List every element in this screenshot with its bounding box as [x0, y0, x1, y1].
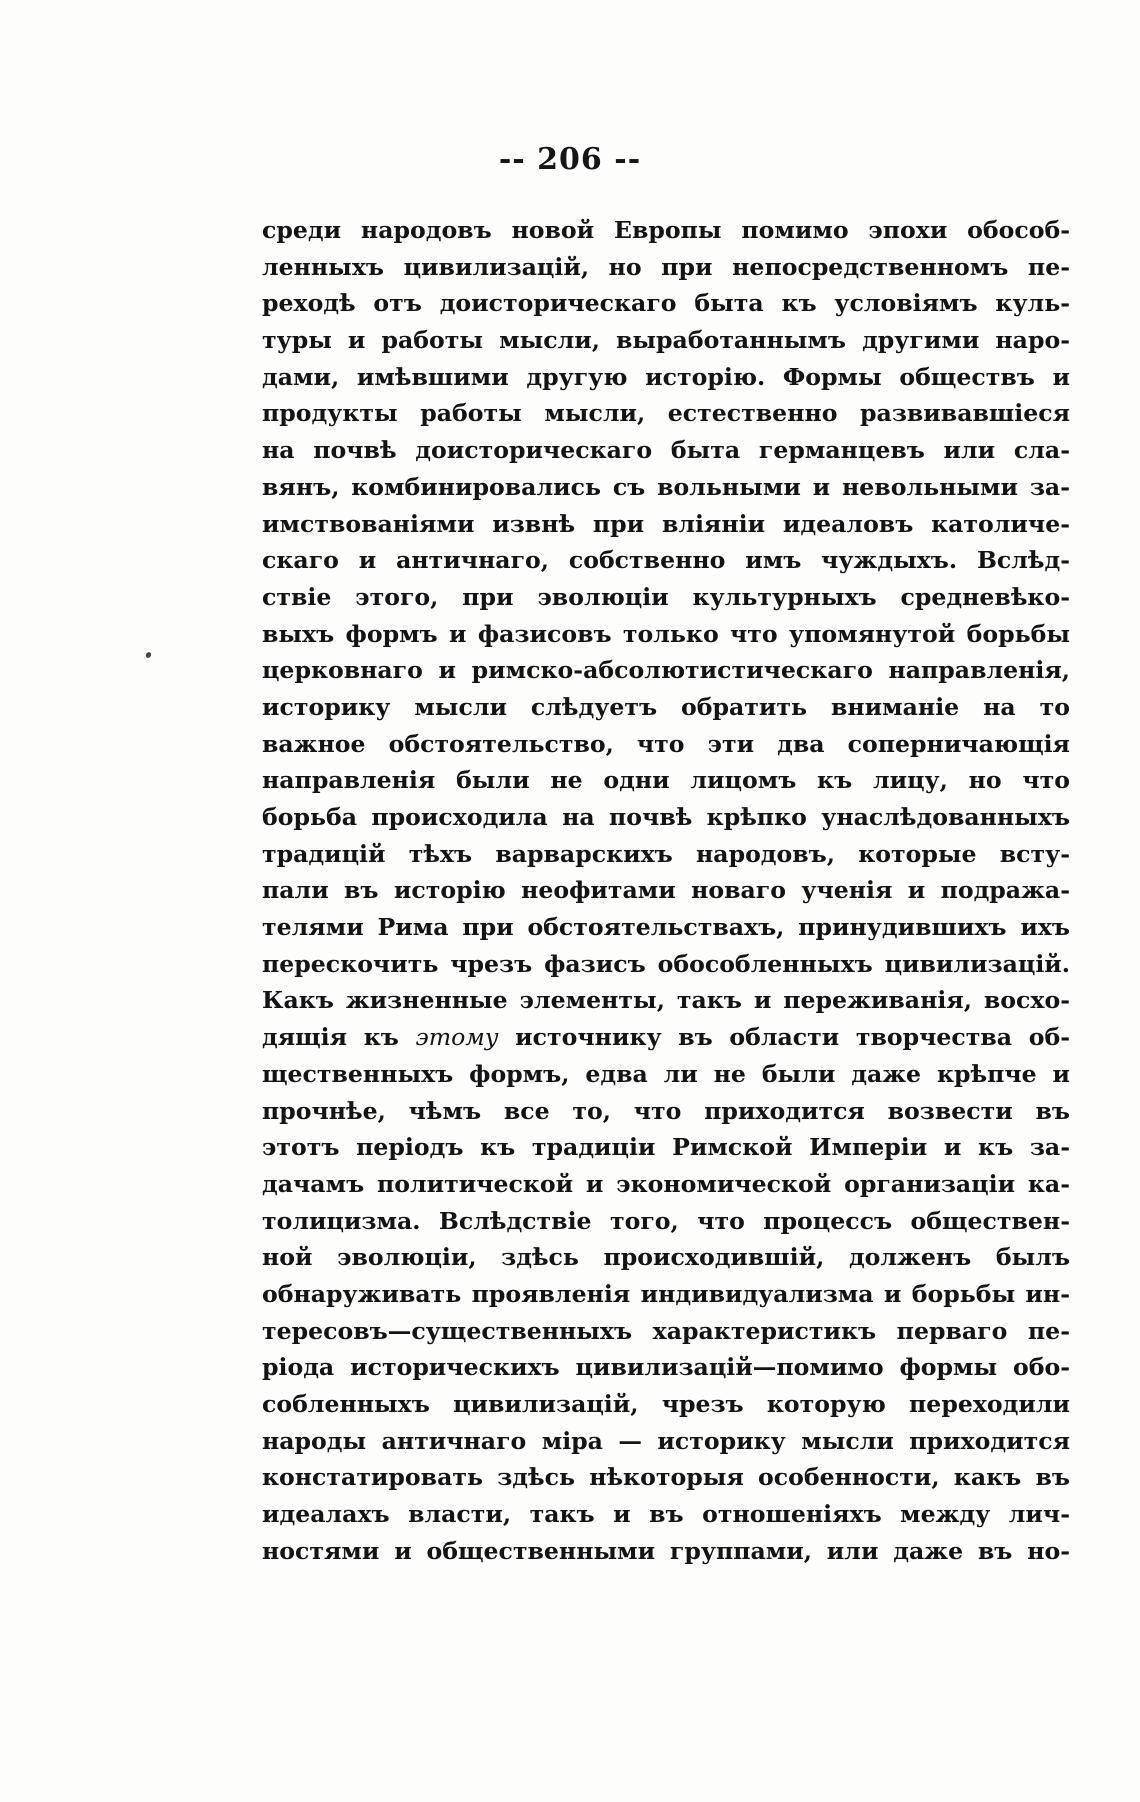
text-line: скаго и античнаго, собственно имъ чуждыхъ. Вслѣд- [262, 546, 1070, 575]
text-line: выхъ формъ и фазисовъ только что упомянутой борьбы [262, 619, 1070, 648]
text-line: борьба происходила на почвѣ крѣпко унаслѣдованныхъ [262, 803, 1070, 831]
text-line: этотъ періодъ къ традиціи Римской Имперіи и къ за- [262, 1133, 1070, 1162]
text-line: дами, имѣвшими другую исторію. Формы обществъ и [262, 362, 1070, 391]
text-line: Какъ жизненные элементы, такъ и переживанія, восхо- [262, 986, 1070, 1015]
text-line [262, 1019, 1070, 1056]
text-line: ріода историческихъ цивилизацій—помимо формы обо- [262, 1353, 1070, 1382]
text-line: прочнѣе, чѣмъ все то, что приходится возвести въ [262, 1096, 1070, 1125]
text-line: пали въ исторію неофитами новаго ученія и подража- [262, 876, 1070, 905]
text-line: щественныхъ формъ, едва ли не были даже крѣпче и [262, 1059, 1070, 1088]
text-line: толицизма. Вслѣдствіе того, что процессъ обществен- [262, 1206, 1070, 1235]
body-text [262, 212, 1070, 1569]
text-line: собленныхъ цивилизацій, чрезъ которую переходили [262, 1390, 1070, 1418]
text-line: историку мысли слѣдуетъ обратить вниманіе на то [262, 692, 1070, 721]
text-segment: дящія къ [262, 1023, 416, 1052]
text-line: ленныхъ цивилизацій, но при непосредственномъ пе- [262, 252, 1070, 281]
text-line: вянъ, комбинировались съ вольными и невольными за- [262, 472, 1070, 501]
text-line: направленія были не одни лицомъ къ лицу, но что [262, 766, 1070, 795]
text-line: народы античнаго міра — историку мысли приходится [262, 1426, 1070, 1455]
text-line: дачамъ политической и экономической организаціи ка- [262, 1169, 1070, 1198]
ink-speck [145, 651, 152, 659]
text-line: продукты работы мысли, естественно развивавшіеся [262, 399, 1070, 428]
text-line: ствіе этого, при эволюціи культурныхъ средневѣко- [262, 582, 1070, 611]
text-line: имствованіями извнѣ при вліяніи идеаловъ католиче- [262, 509, 1070, 538]
text-line: перескочить чрезъ фазисъ обособленныхъ цивилизацій. [262, 949, 1070, 978]
text-segment: источнику въ области творчества об- [498, 1023, 1070, 1052]
text-line: ностями и общественными группами, или даже въ но- [262, 1536, 1070, 1565]
text-line: телями Рима при обстоятельствахъ, принудившихъ ихъ [262, 913, 1070, 942]
emphasized-word: этому [415, 1023, 499, 1052]
text-line: на почвѣ доисторическаго быта германцевъ или сла- [262, 436, 1070, 465]
text-line: важное обстоятельство, что эти два соперничающія [262, 729, 1070, 758]
text-line: обнаруживать проявленія индивидуализма и борьбы ин- [262, 1279, 1070, 1308]
text-line: ной эволюціи, здѣсь происходившій, долженъ былъ [262, 1243, 1070, 1272]
text-line: констатировать здѣсь нѣкоторыя особенности, какъ въ [262, 1463, 1070, 1492]
text-line: реходѣ отъ доисторическаго быта къ условіямъ куль- [262, 289, 1070, 318]
page-number: -- 206 -- [498, 142, 642, 177]
text-line: традицій тѣхъ варварскихъ народовъ, которые всту- [262, 839, 1070, 868]
text-line: тересовъ—существенныхъ характеристикъ перваго пе- [262, 1316, 1070, 1345]
text-line: церковнаго и римско-абсолютистическаго направленія, [262, 656, 1070, 685]
text-line: туры и работы мысли, выработаннымъ другими наро- [262, 326, 1070, 355]
text-line: среди народовъ новой Европы помимо эпохи обособ- [262, 216, 1070, 244]
text-line: идеалахъ власти, такъ и въ отношеніяхъ между лич- [262, 1500, 1070, 1529]
